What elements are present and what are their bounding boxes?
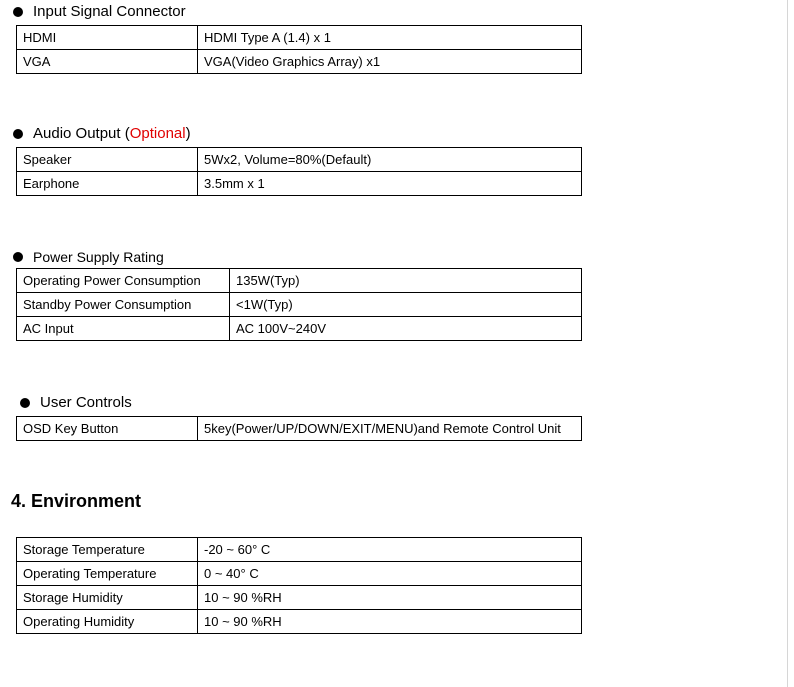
row-value: VGA(Video Graphics Array) x1: [198, 50, 582, 74]
row-label: Storage Temperature: [17, 538, 198, 562]
row-value: AC 100V~240V: [230, 317, 582, 341]
row-value: 0 ~ 40° C: [198, 562, 582, 586]
row-value: 135W(Typ): [230, 269, 582, 293]
table-row: [17, 293, 582, 317]
row-label: OSD Key Button: [17, 417, 198, 441]
row-value: <1W(Typ): [230, 293, 582, 317]
input-signal-heading: [13, 3, 186, 21]
bullet-icon: [13, 7, 23, 17]
row-label: VGA: [17, 50, 198, 74]
row-label: Operating Humidity: [17, 610, 198, 634]
row-label: Storage Humidity: [17, 586, 198, 610]
table-row: [17, 562, 582, 586]
page-edge-line: [787, 0, 788, 687]
user-controls-table: [16, 416, 582, 441]
environment-table: [16, 537, 582, 634]
row-value: HDMI Type A (1.4) x 1: [198, 26, 582, 50]
table-row: [17, 269, 582, 293]
row-label: AC Input: [17, 317, 230, 341]
table-row: [17, 417, 582, 441]
audio-output-heading-close: ): [185, 125, 191, 142]
row-label: Operating Temperature: [17, 562, 198, 586]
input-signal-heading-text: Input Signal Connector: [33, 3, 186, 20]
row-label: HDMI: [17, 26, 198, 50]
table-row: [17, 148, 582, 172]
optional-label: Optional: [129, 125, 186, 142]
power-supply-table: [16, 268, 582, 341]
audio-output-table: [16, 147, 582, 196]
row-value: 5Wx2, Volume=80%(Default): [198, 148, 582, 172]
row-value: 5key(Power/UP/DOWN/EXIT/MENU)and Remote Control Unit: [198, 417, 582, 441]
audio-output-heading: [13, 125, 191, 143]
section-title: 4. Environment: [11, 491, 142, 511]
row-value: 10 ~ 90 %RH: [198, 586, 582, 610]
power-supply-heading: [13, 248, 164, 266]
row-label: Operating Power Consumption: [17, 269, 230, 293]
power-supply-heading-text: Power Supply Rating: [33, 249, 164, 265]
table-row: [17, 538, 582, 562]
row-value: -20 ~ 60° C: [198, 538, 582, 562]
user-controls-heading: [20, 394, 132, 412]
table-row: [17, 610, 582, 634]
table-row: [17, 172, 582, 196]
bullet-icon: [13, 129, 23, 139]
table-row: [17, 50, 582, 74]
row-label: Earphone: [17, 172, 198, 196]
user-controls-heading-text: User Controls: [40, 394, 132, 411]
table-row: [17, 586, 582, 610]
input-signal-table: [16, 25, 582, 74]
table-row: [17, 26, 582, 50]
row-label: Speaker: [17, 148, 198, 172]
audio-output-heading-text: Audio Output (: [33, 125, 130, 142]
table-row: [17, 317, 582, 341]
row-value: 3.5mm x 1: [198, 172, 582, 196]
row-value: 10 ~ 90 %RH: [198, 610, 582, 634]
bullet-icon: [20, 398, 30, 408]
row-label: Standby Power Consumption: [17, 293, 230, 317]
bullet-icon: [13, 252, 23, 262]
